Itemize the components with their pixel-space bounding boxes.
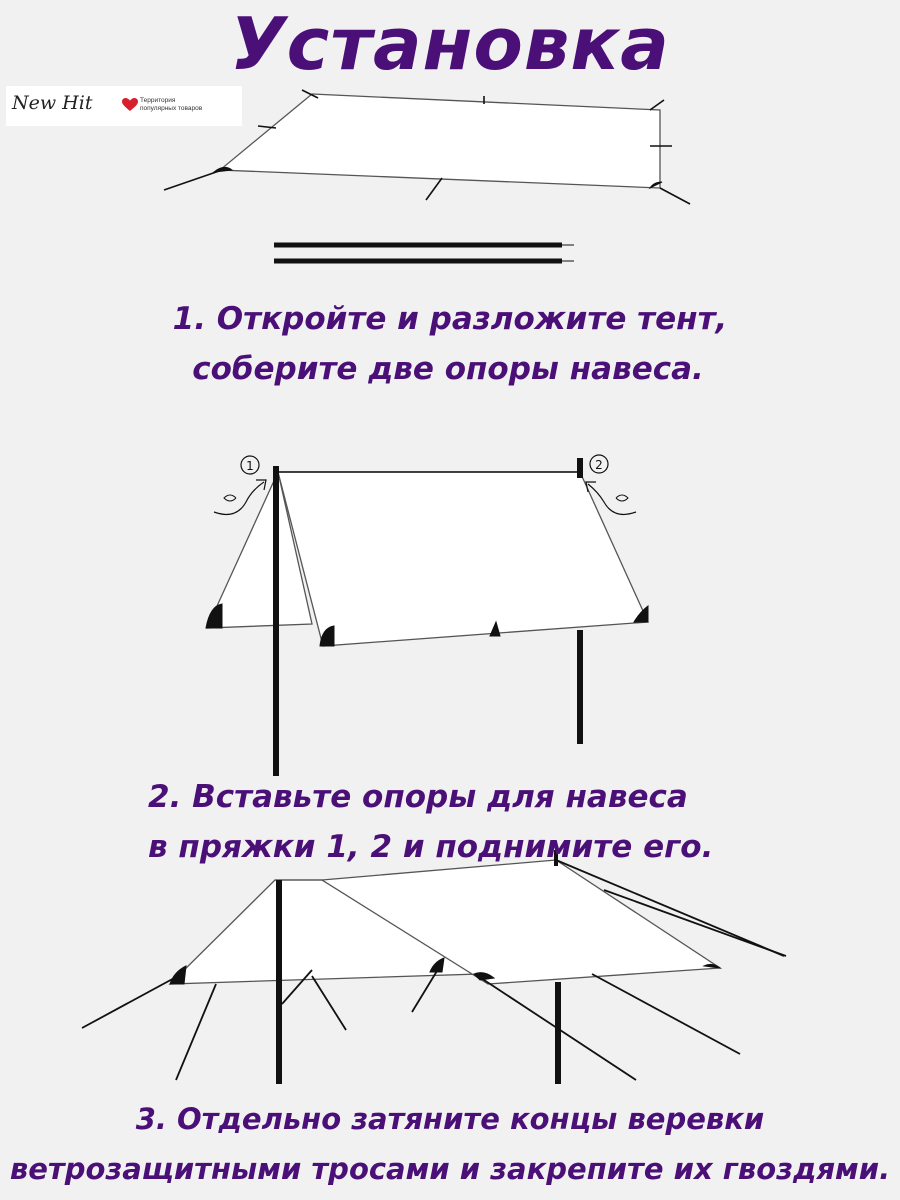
logo-tagline-line1: Территория <box>140 97 176 104</box>
step-3-line-2: ветрозащитными тросами и закрепите их гвоздями. <box>9 1152 891 1186</box>
step-2-line-2: в пряжки 1, 2 и поднимите его. <box>148 829 714 865</box>
step-3-line-1: 3. Отдельно затяните концы веревки <box>135 1102 765 1136</box>
step-1-line-2: соберите две опоры навеса. <box>192 351 704 387</box>
logo-tagline-line2: популярных товаров <box>140 105 203 112</box>
step-3-instruction <box>0 1094 900 1194</box>
step-2-instruction <box>148 772 713 872</box>
step-2-line-1: 2. Вставьте опоры для навеса <box>148 779 688 815</box>
buckle-1-label: 1 <box>246 459 254 473</box>
raised-tarp-illustration <box>206 455 648 776</box>
step-1-line-1: 1. Откройте и разложите тент, <box>172 301 728 337</box>
logo-script-text: New Hit <box>12 92 93 114</box>
page-title: Установка <box>230 2 670 86</box>
curved-arrow-icon <box>214 482 264 514</box>
flat-tarp-illustration <box>164 90 690 261</box>
buckle-2-label: 2 <box>595 458 603 472</box>
staked-tarp-illustration <box>82 850 786 1084</box>
step-1-instruction <box>0 294 900 394</box>
